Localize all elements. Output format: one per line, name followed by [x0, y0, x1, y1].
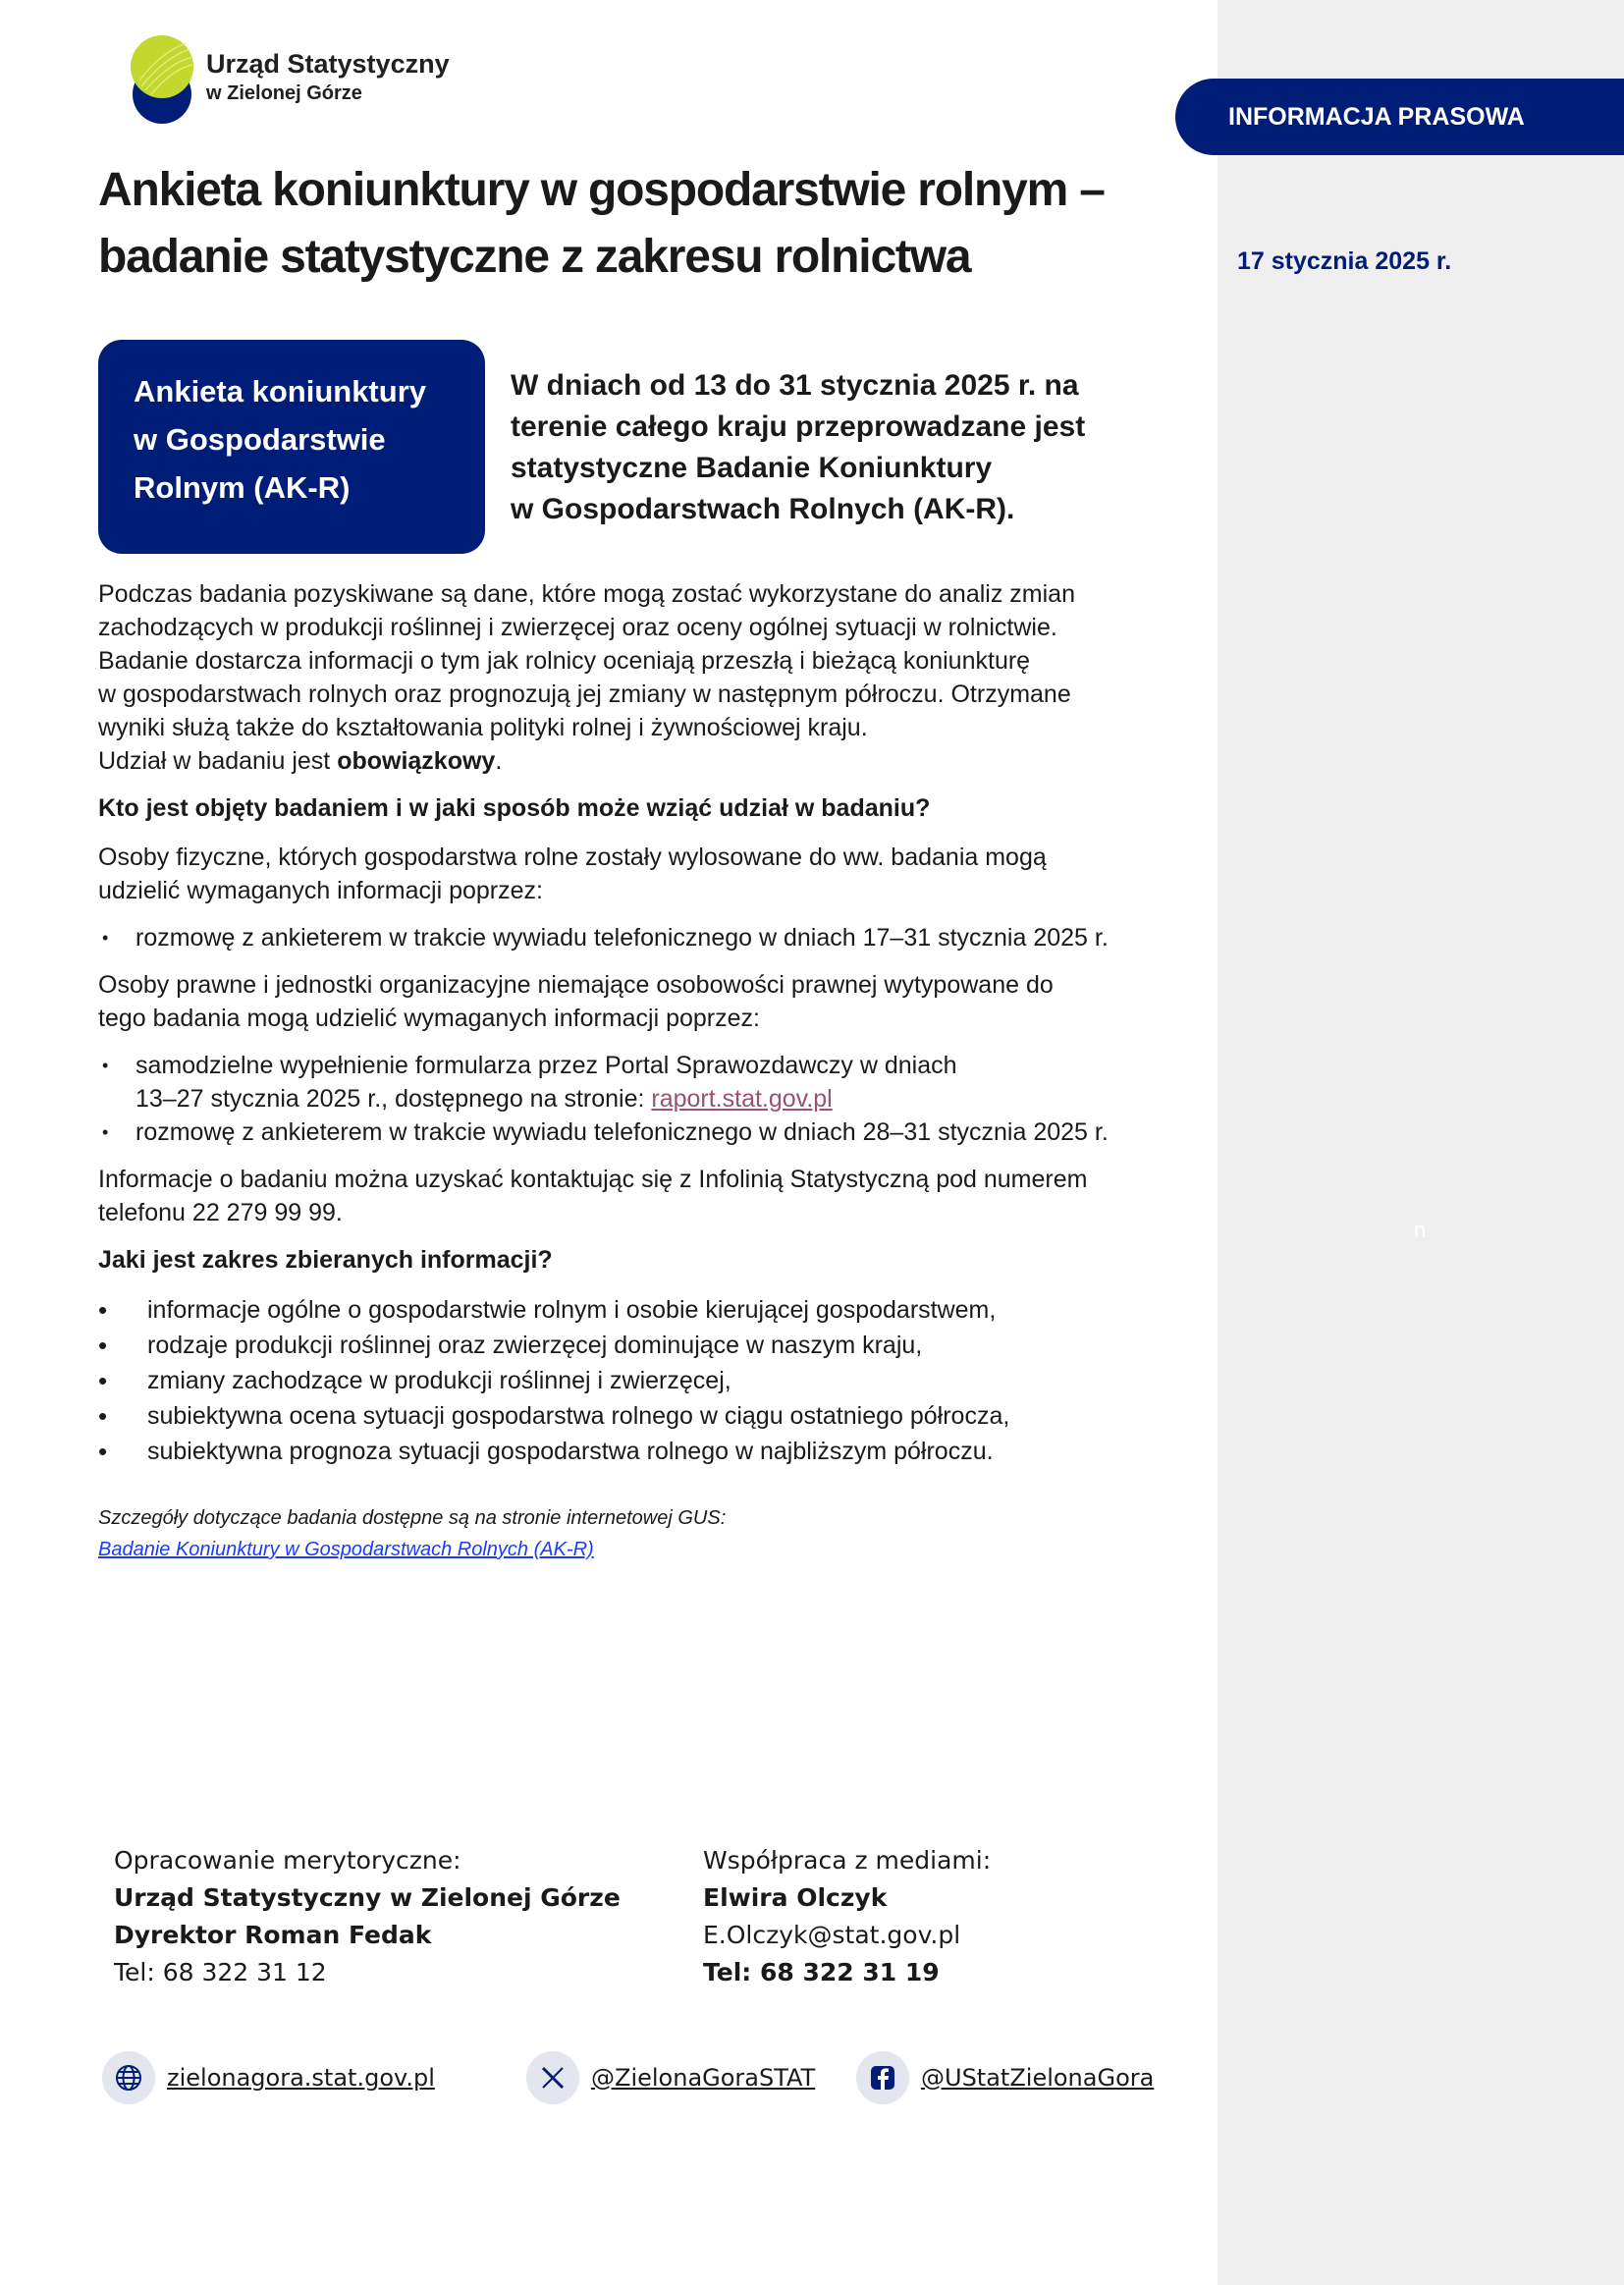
website-link-group[interactable] — [102, 2050, 435, 2105]
lead-paragraph — [511, 365, 1188, 530]
lead-line: W dniach od 13 do 31 stycznia 2025 r. na — [511, 369, 1079, 402]
facebook-icon — [856, 2051, 909, 2104]
footer-org: Urząd Statystyczny w Zielonej Górze — [114, 1883, 621, 1912]
scope-list — [98, 1292, 1198, 1469]
survey-name-line: Ankieta koniunktury — [134, 374, 426, 408]
individuals-paragraph — [98, 841, 1198, 907]
mandatory-word: obowiązkowy — [337, 747, 496, 775]
legal-entities-paragraph — [98, 968, 1198, 1035]
individuals-method-list — [98, 921, 1198, 954]
section-heading-scope: Jaki jest zakres zbieranych informacji? — [98, 1246, 553, 1274]
list-item: • rozmowę z ankieterem w trakcie wywiadu telefonicznego w dniach 17–31 stycznia 2025 r. — [98, 921, 1198, 954]
intro-line: w gospodarstwach rolnych oraz prognozują jej zmiany w następnym półroczu. Otrzymane — [98, 680, 1071, 708]
list-item-line: • samodzielne wypełnienie formularza przez Portal Sprawozdawczy w dniach — [135, 1052, 957, 1079]
list-item: • rozmowę z ankieterem w trakcie wywiadu telefonicznego w dniach 28–31 stycznia 2025 r. — [98, 1115, 1198, 1149]
paragraph-line: Informacje o badaniu można uzyskać kontaktując się z Infolinią Statystyczną pod numerem — [98, 1166, 1088, 1193]
details-note-text: Szczegóły dotyczące badania dostępne są na stronie internetowej GUS: — [98, 1507, 727, 1529]
list-item-line — [135, 1082, 1198, 1115]
list-item — [98, 1049, 1198, 1115]
footer-contact-person: Elwira Olczyk — [703, 1883, 888, 1912]
intro-line: Podczas badania pozyskiwane są dane, które mogą zostać wykorzystane do analiz zmian — [98, 580, 1075, 608]
footer-phone: Tel: 68 322 31 19 — [703, 1958, 940, 1986]
footer-author — [114, 1842, 621, 1991]
stray-character: n — [1414, 1218, 1427, 1242]
page-title-line: badanie statystyczne z zakresu rolnictwa — [98, 231, 971, 283]
survey-name-line: Rolnym (AK-R) — [134, 470, 351, 505]
survey-details-link[interactable]: Badanie Koniunktury w Gospodarstwach Rolnych (AK-R) — [98, 1539, 594, 1560]
press-release-badge: INFORMACJA PRASOWA — [1175, 79, 1624, 155]
sidebar-panel — [1218, 0, 1624, 2285]
paragraph-line: tego badania mogą udzielić wymaganych informacji poprzez: — [98, 1005, 760, 1032]
legal-entities-method-list — [98, 1049, 1198, 1149]
footer-media-contact — [703, 1842, 991, 1991]
footer-email[interactable]: E.Olczyk@stat.gov.pl — [703, 1921, 961, 1949]
lead-line: w Gospodarstwach Rolnych (AK-R). — [511, 493, 1015, 525]
intro-paragraph — [98, 577, 1198, 778]
paragraph-line: udzielić wymaganych informacji poprzez: — [98, 877, 543, 904]
logo-name-line2: w Zielonej Górze — [206, 82, 362, 104]
x-icon — [526, 2051, 579, 2104]
article-body — [98, 577, 1198, 1565]
list-item-text: 13–27 stycznia 2025 r., dostępnego na stronie: — [135, 1085, 652, 1113]
logo-mark-icon — [128, 31, 196, 130]
facebook-link-group[interactable] — [856, 2050, 1154, 2105]
scope-list-item: • subiektywna prognoza sytuacji gospodarstwa rolnego w najbliższym półroczu. — [98, 1434, 1198, 1469]
scope-list-item: • zmiany zachodzące w produkcji roślinnej i zwierzęcej, — [98, 1363, 1198, 1398]
intro-line — [98, 744, 1198, 778]
release-date: 17 stycznia 2025 r. — [1237, 247, 1452, 275]
survey-name-box — [98, 340, 485, 554]
x-link-group[interactable] — [526, 2050, 815, 2105]
paragraph-line: telefonu 22 279 99 99. — [98, 1199, 343, 1226]
paragraph-line: Osoby fizyczne, których gospodarstwa rolne zostały wylosowane do ww. badania mogą — [98, 843, 1047, 871]
facebook-handle-link[interactable]: @UStatZielonaGora — [921, 2064, 1155, 2092]
globe-icon — [102, 2051, 155, 2104]
footer-label: Współpraca z mediami: — [703, 1846, 992, 1875]
mandatory-prefix: Udział w badaniu jest — [98, 747, 338, 775]
mandatory-suffix: . — [495, 747, 503, 775]
logo-name-line1: Urząd Statystyczny — [206, 49, 450, 79]
website-link[interactable]: zielonagora.stat.gov.pl — [167, 2064, 435, 2092]
section-heading-participation: Kto jest objęty badaniem i w jaki sposób może wziąć udział w badaniu? — [98, 794, 931, 822]
scope-list-item: • rodzaje produkcji roślinnej oraz zwierzęcej dominujące w naszym kraju, — [98, 1328, 1198, 1363]
intro-line: wyniki służą także do kształtowania polityki rolnej i żywnościowej kraju. — [98, 714, 868, 741]
survey-name-line: w Gospodarstwie — [134, 422, 386, 457]
scope-list-item: • informacje ogólne o gospodarstwie rolnym i osobie kierującej gospodarstwem, — [98, 1292, 1198, 1328]
paragraph-line: Osoby prawne i jednostki organizacyjne niemające osobowości prawnej wytypowane do — [98, 971, 1054, 999]
lead-line: terenie całego kraju przeprowadzane jest — [511, 410, 1086, 443]
contact-paragraph — [98, 1163, 1198, 1229]
scope-list-item: • subiektywna ocena sytuacji gospodarstwa rolnego w ciągu ostatniego półrocza, — [98, 1398, 1198, 1434]
footer-director: Dyrektor Roman Fedak — [114, 1921, 432, 1949]
lead-line: statystyczne Badanie Koniunktury — [511, 452, 993, 484]
report-portal-link[interactable]: raport.stat.gov.pl — [651, 1085, 833, 1113]
page-title — [98, 157, 1139, 291]
footer-phone: Tel: 68 322 31 12 — [114, 1958, 327, 1986]
details-note — [98, 1502, 1198, 1565]
footer-label: Opracowanie merytoryczne: — [114, 1846, 461, 1875]
intro-line: zachodzących w produkcji roślinnej i zwierzęcej oraz oceny ogólnej sytuacji w rolnictwie. — [98, 614, 1057, 641]
x-handle-link[interactable]: @ZielonaGoraSTAT — [591, 2064, 816, 2092]
page-title-line: Ankieta koniunktury w gospodarstwie rolnym – — [98, 164, 1105, 216]
intro-line: Badanie dostarcza informacji o tym jak rolnicy oceniają przeszłą i bieżącą koniunkturę — [98, 647, 1031, 675]
